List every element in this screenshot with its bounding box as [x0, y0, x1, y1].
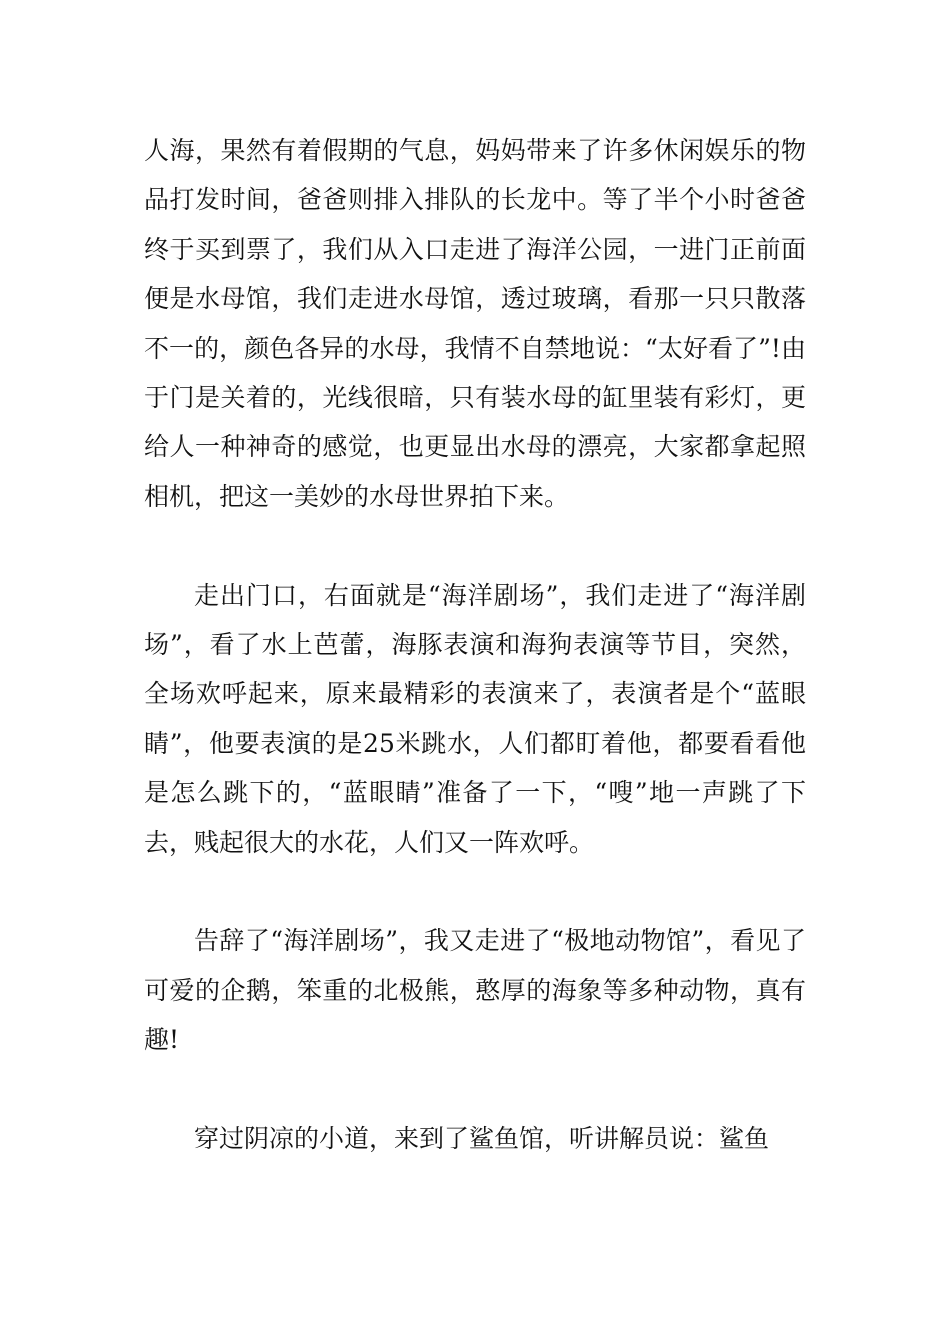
- paragraph-4: 穿过阴凉的小道，来到了鲨鱼馆，听讲解员说：鲨鱼: [194, 1124, 770, 1154]
- paragraph-1: 人海，果然有着假期的气息，妈妈带来了许多休闲娱乐的物品打发时间，爸爸则排入排队的长龙中。等了半个小时爸爸终于买到票了，我们从入口走进了海洋公园，一进门正前面便是水母馆，我们走进水母馆，透过玻璃，看那一只只散落不一的，颜色各异的水母，我情不自禁地说：“太好看了”!由于门是关着的，光线很暗，只有装水母的缸里装有彩灯，更给人一种神奇的感觉，也更显出水母的漂亮，大家都拿起照相机，把这一美妙的水母世界拍下来。: [144, 136, 806, 511]
- paragraph-3: 告辞了“海洋剧场”，我又走进了“极地动物馆”，看见了可爱的企鹅，笨重的北极熊，憨厚的海象等多种动物，真有趣!: [144, 926, 806, 1055]
- paragraph-2: 走出门口，右面就是“海洋剧场”，我们走进了“海洋剧场”，看了水上芭蕾，海豚表演和海狗表演等节目，突然，全场欢呼起来，原来最精彩的表演来了，表演者是个“蓝眼睛”，他要表演的是25米跳水，人们都盯着他，都要看看他是怎么跳下的，“蓝眼睛”准备了一下，“嗖”地一声跳了下去，贱起很大的水花，人们又一阵欢呼。: [144, 580, 806, 857]
- document-body: [144, 126, 806, 1213]
